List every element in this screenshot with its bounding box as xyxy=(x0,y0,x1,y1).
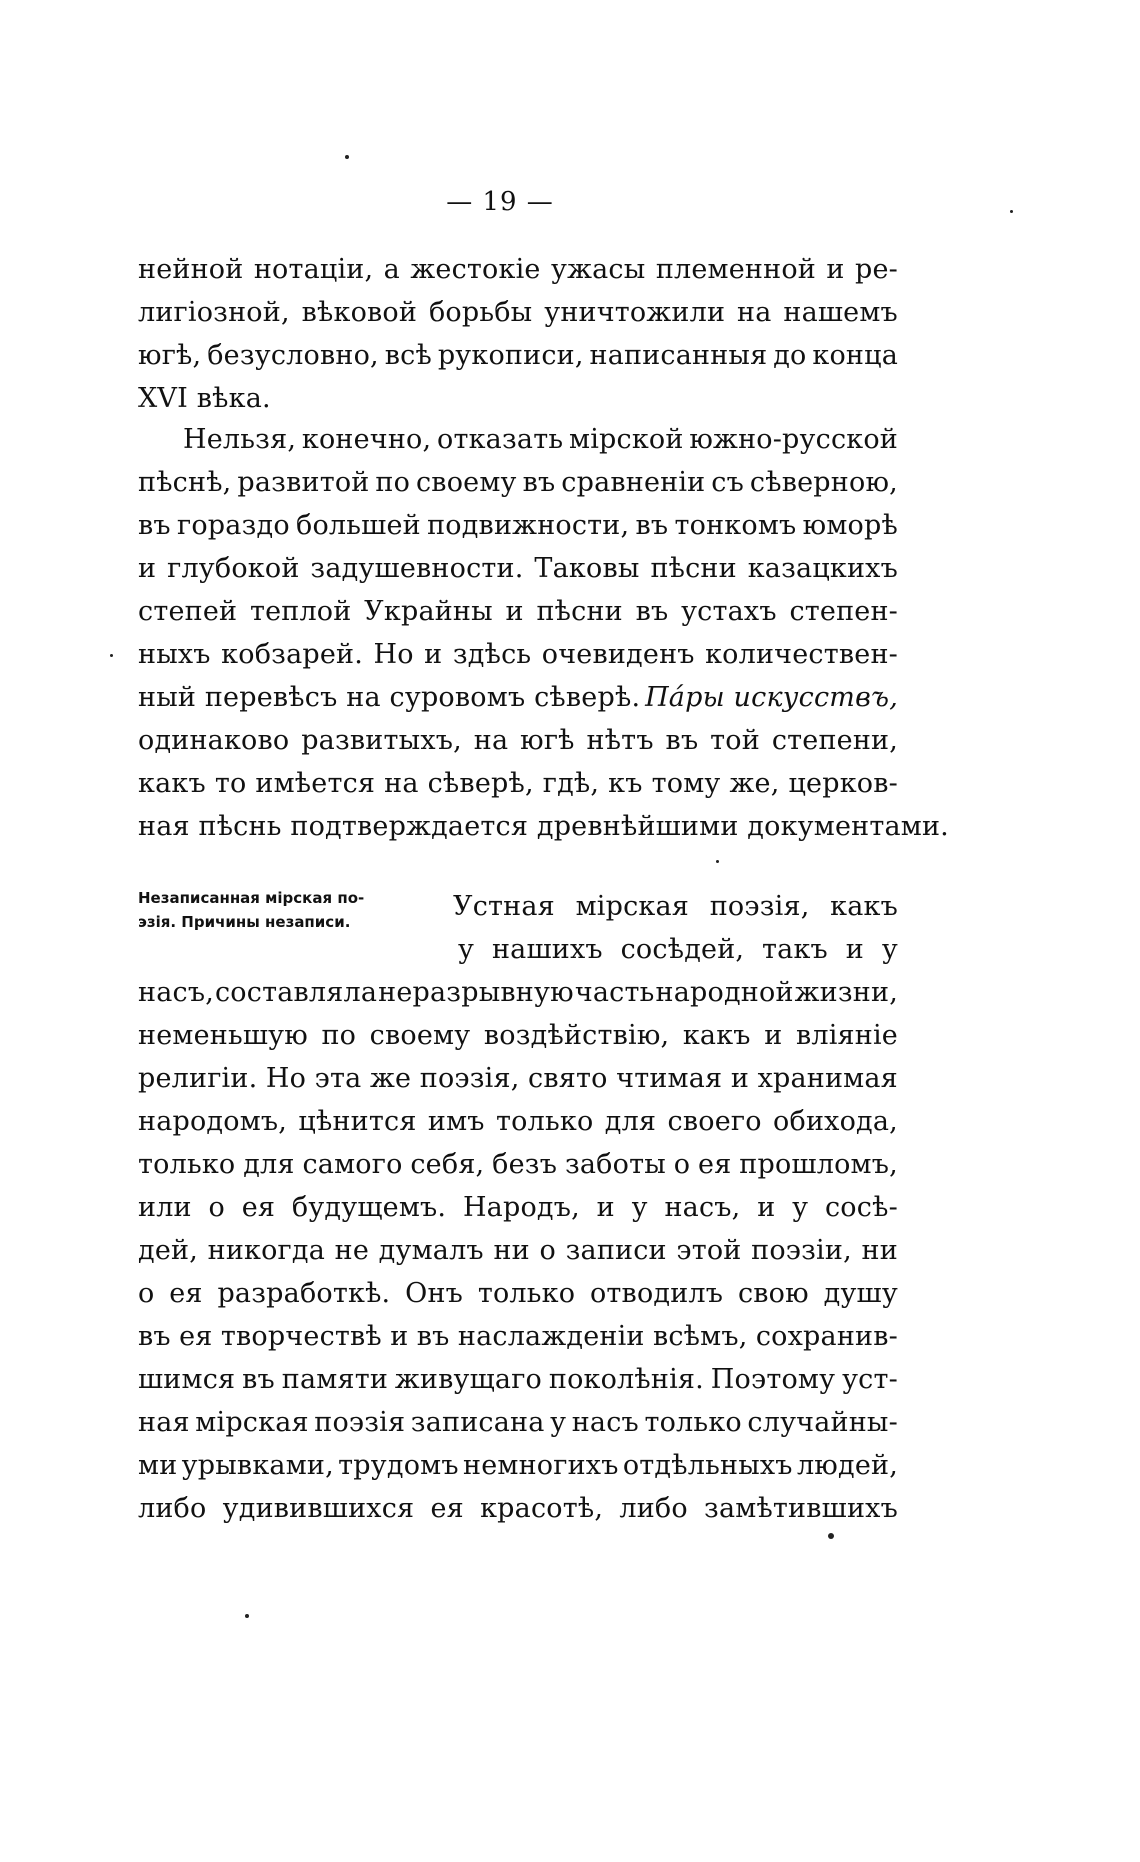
word: мiрская xyxy=(575,891,690,922)
word: очевиденъ xyxy=(541,639,695,670)
italic-phrase: Пáры искусствъ, xyxy=(645,682,898,713)
word: Онъ xyxy=(405,1278,464,1309)
word: религiи. xyxy=(138,1063,258,1094)
word: сѣверною, xyxy=(749,467,898,498)
word: у xyxy=(458,934,475,965)
word: будущемъ. xyxy=(291,1192,447,1223)
word: своего xyxy=(667,1106,762,1137)
word: тому xyxy=(651,768,721,799)
word: тонкомъ xyxy=(674,510,797,541)
word: по xyxy=(375,467,411,498)
text-line xyxy=(138,676,898,719)
word: въ xyxy=(416,1321,450,1352)
word: безусловно, xyxy=(207,340,379,371)
word: Нельзя, xyxy=(183,424,297,455)
word: по xyxy=(321,1020,357,1051)
text-line xyxy=(138,547,898,590)
word: и xyxy=(826,254,845,285)
word: и xyxy=(757,1192,776,1223)
word: рукописи, xyxy=(437,340,584,371)
word: нейной xyxy=(138,254,244,285)
word: какъ xyxy=(830,891,898,922)
word: какъ xyxy=(138,768,206,799)
word: Поэтому xyxy=(710,1364,836,1395)
text-line xyxy=(138,590,898,633)
word: Таковы xyxy=(534,553,640,584)
word: теплой xyxy=(249,596,352,627)
word: пѣсни xyxy=(650,553,737,584)
text-line xyxy=(138,1014,898,1057)
word: нашихъ xyxy=(491,934,603,965)
word: казацкихъ xyxy=(747,553,898,584)
word: мiрская xyxy=(195,1407,309,1438)
word: только xyxy=(496,1106,594,1137)
word: гдѣ, xyxy=(542,768,600,799)
text-line xyxy=(138,1487,898,1530)
word: и xyxy=(845,934,864,965)
word: никогда xyxy=(207,1235,326,1266)
word: Но xyxy=(373,639,414,670)
word: для xyxy=(243,1149,295,1180)
scan-speck xyxy=(1010,210,1013,213)
word: одинаково xyxy=(138,725,290,756)
word: поэзiи, xyxy=(751,1235,852,1266)
word: той xyxy=(710,725,760,756)
word: количествен- xyxy=(705,639,898,670)
word: южно-русской xyxy=(689,424,898,455)
word: церков- xyxy=(788,768,898,799)
word: на xyxy=(737,297,772,328)
word: глубокой xyxy=(167,553,300,584)
word: развитыхъ, xyxy=(301,725,462,756)
word: цѣнится xyxy=(298,1106,417,1137)
word: ре- xyxy=(854,254,898,285)
word: всѣмъ, xyxy=(652,1321,748,1352)
word: на xyxy=(473,725,509,756)
word: то xyxy=(214,768,247,799)
word: же xyxy=(369,1063,412,1094)
word: большей xyxy=(296,510,421,541)
marginal-note-line: Незаписанная мiрская по- xyxy=(138,889,365,907)
word: творчествѣ xyxy=(220,1321,382,1352)
word: же, xyxy=(729,768,780,799)
marginal-note xyxy=(138,886,438,934)
text-line xyxy=(138,762,898,805)
word: имѣется xyxy=(255,768,376,799)
word: народомъ, xyxy=(138,1106,288,1137)
word: ни xyxy=(493,1235,530,1266)
text-line xyxy=(138,334,898,377)
word: конечно, xyxy=(301,424,432,455)
word: у xyxy=(792,1192,809,1223)
word: Но xyxy=(265,1063,307,1094)
scan-speck xyxy=(345,155,349,159)
word: и xyxy=(505,596,524,627)
text-line xyxy=(138,418,898,461)
word: наслажденiи xyxy=(457,1321,645,1352)
word: о xyxy=(539,1235,556,1266)
word: и xyxy=(730,1063,750,1094)
word: не xyxy=(334,1235,370,1266)
word: влiянiе xyxy=(795,1020,898,1051)
word: случайны- xyxy=(747,1407,898,1438)
word: и xyxy=(764,1020,783,1051)
word: Украйны xyxy=(364,596,493,627)
marginal-note-line: эзiя. Причины незаписи. xyxy=(138,913,351,931)
word: разработкѣ. xyxy=(217,1278,391,1309)
word: сохранив- xyxy=(755,1321,898,1352)
word: въ xyxy=(138,1321,171,1352)
word: сравненiи xyxy=(561,467,706,498)
paragraph-3-opening xyxy=(453,885,898,971)
word: и xyxy=(424,639,443,670)
word: отдѣльныхъ xyxy=(622,1450,793,1481)
word: имъ xyxy=(427,1106,485,1137)
word: у xyxy=(631,1192,648,1223)
word: лигiозной, xyxy=(138,297,290,328)
word: у xyxy=(881,934,898,965)
text-line xyxy=(138,291,898,334)
word: воздѣйствiю, xyxy=(483,1020,670,1051)
word: ныхъ xyxy=(138,639,211,670)
word: только xyxy=(138,1149,236,1180)
word: только xyxy=(477,1278,576,1309)
word: борьбы xyxy=(428,297,533,328)
text-line xyxy=(138,1143,898,1186)
word: насъ, xyxy=(138,977,214,1008)
word: самого xyxy=(302,1149,403,1180)
word: ми xyxy=(138,1450,178,1481)
word: ея xyxy=(430,1493,464,1524)
word: пѣснѣ, xyxy=(138,467,232,498)
text-line xyxy=(138,633,898,676)
word: либо xyxy=(619,1493,688,1524)
word: югѣ xyxy=(520,725,575,756)
text-line xyxy=(138,719,898,762)
word: нашемъ xyxy=(783,297,898,328)
text-line xyxy=(453,928,898,971)
word: людей, xyxy=(796,1450,898,1481)
word: о xyxy=(673,1149,691,1180)
word: дей, xyxy=(138,1235,198,1266)
word: въ xyxy=(665,725,699,756)
word: немногихъ xyxy=(463,1450,619,1481)
word: ная xyxy=(138,1407,190,1438)
word: развитой xyxy=(237,467,370,498)
word: пѣсни xyxy=(536,596,623,627)
word: этой xyxy=(676,1235,742,1266)
word: устахъ xyxy=(681,596,777,627)
word: и xyxy=(390,1321,409,1352)
word: степен- xyxy=(789,596,898,627)
word: такъ xyxy=(762,934,828,965)
word: нотацiи, xyxy=(253,254,374,285)
word: о xyxy=(138,1278,155,1309)
word: замѣтившихъ xyxy=(704,1493,898,1524)
word: поэзiя, xyxy=(709,891,810,922)
word: сосѣдей, xyxy=(620,934,745,965)
word: здѣсь xyxy=(452,639,532,670)
word: подвижности, xyxy=(427,510,630,541)
word: кобзарей. xyxy=(221,639,364,670)
word: гораздо xyxy=(177,510,290,541)
text-line xyxy=(138,248,898,291)
word: заботы xyxy=(564,1149,666,1180)
word: ея xyxy=(698,1149,732,1180)
word: прошломъ, xyxy=(739,1149,898,1180)
word: либо xyxy=(138,1493,207,1524)
scan-speck xyxy=(716,860,719,863)
word: на xyxy=(384,768,419,799)
word: удивившихся xyxy=(222,1493,415,1524)
word: насъ, xyxy=(664,1192,741,1223)
word: отказать xyxy=(437,424,564,455)
word: ужасы xyxy=(551,254,646,285)
word: юморѣ xyxy=(802,510,898,541)
word: своему xyxy=(415,467,517,498)
word: югѣ, xyxy=(138,340,202,371)
word: поэзiя, xyxy=(419,1063,520,1094)
word: ея xyxy=(169,1278,203,1309)
text-line xyxy=(138,504,898,547)
word: насъ xyxy=(571,1407,639,1438)
word: душу xyxy=(823,1278,898,1309)
text-line: XVI вѣка. xyxy=(138,383,271,414)
word: въ xyxy=(138,510,171,541)
word: урывками, xyxy=(181,1450,334,1481)
word: въ xyxy=(242,1364,275,1395)
word: трудомъ xyxy=(338,1450,459,1481)
scan-speck xyxy=(245,1614,249,1618)
word: живущаго xyxy=(394,1364,543,1395)
word: памяти xyxy=(281,1364,389,1395)
word: уст- xyxy=(842,1364,898,1395)
word: нѣтъ xyxy=(586,725,654,756)
word: отводилъ xyxy=(589,1278,724,1309)
word: въ xyxy=(635,510,669,541)
word: мiрской xyxy=(569,424,684,455)
word: а xyxy=(383,254,400,285)
word: поколѣнiя. xyxy=(548,1364,704,1395)
word: шимся xyxy=(138,1364,236,1395)
word: для xyxy=(604,1106,657,1137)
word: часть xyxy=(574,977,655,1008)
word: степей xyxy=(138,596,238,627)
word: себя, xyxy=(410,1149,485,1180)
word: неменьшую xyxy=(138,1020,308,1051)
word: чтимая xyxy=(616,1063,723,1094)
word: Народъ, xyxy=(462,1192,580,1223)
word: сѣверѣ, xyxy=(427,768,534,799)
text-line xyxy=(138,1229,898,1272)
word: племенной xyxy=(655,254,816,285)
word: думалъ xyxy=(378,1235,484,1266)
word: только xyxy=(644,1407,742,1438)
word: о xyxy=(208,1192,225,1223)
paragraph-3 xyxy=(138,971,898,1530)
word: эта xyxy=(314,1063,362,1094)
word: у xyxy=(550,1407,567,1438)
word: уничтожили xyxy=(544,297,726,328)
text-line xyxy=(453,885,898,928)
word: Устная xyxy=(453,891,555,922)
word: въ xyxy=(522,467,556,498)
text-line xyxy=(138,971,898,1014)
text-line xyxy=(138,1401,898,1444)
scan-speck xyxy=(110,654,113,657)
word: ея xyxy=(241,1192,276,1223)
word: къ xyxy=(608,768,643,799)
text-span: ный перевѣсъ на суровомъ сѣверѣ. xyxy=(138,682,641,713)
paragraph-2 xyxy=(138,418,949,848)
word: народной xyxy=(655,977,794,1008)
text-line xyxy=(138,1057,898,1100)
word: степени, xyxy=(771,725,898,756)
word: задушевности. xyxy=(310,553,524,584)
word: или xyxy=(138,1192,192,1223)
word: какъ xyxy=(682,1020,751,1051)
word: съ xyxy=(711,467,744,498)
word: и xyxy=(596,1192,615,1223)
word: хранимая xyxy=(757,1063,898,1094)
text-line xyxy=(138,1358,898,1401)
word: записана xyxy=(410,1407,545,1438)
word: конца xyxy=(812,340,898,371)
text-line xyxy=(138,1272,898,1315)
scan-speck xyxy=(828,1533,834,1539)
word: ея xyxy=(179,1321,213,1352)
word: своему xyxy=(369,1020,471,1051)
word: красотѣ, xyxy=(480,1493,604,1524)
text-line xyxy=(138,1186,898,1229)
word: обихода, xyxy=(773,1106,898,1137)
word: до xyxy=(773,340,807,371)
word: безъ xyxy=(492,1149,558,1180)
word: записи xyxy=(565,1235,667,1266)
word: свою xyxy=(737,1278,809,1309)
word: свято xyxy=(528,1063,608,1094)
paragraph-1 xyxy=(138,248,898,420)
text-line: ная пѣснь подтверждается древнѣйшими документами. xyxy=(138,811,949,842)
word: написанныя xyxy=(589,340,768,371)
word: жизни, xyxy=(794,977,898,1008)
word: ни xyxy=(861,1235,898,1266)
word: и xyxy=(138,553,157,584)
text-line xyxy=(138,1315,898,1358)
page-number: — 19 — xyxy=(446,187,554,217)
word: всѣ xyxy=(384,340,432,371)
word: сосѣ- xyxy=(824,1192,898,1223)
word: жестокiе xyxy=(410,254,541,285)
word: неразрывную xyxy=(378,977,574,1008)
text-line xyxy=(138,461,898,504)
word: поэзiя xyxy=(314,1407,406,1438)
word: составляла xyxy=(214,977,378,1008)
word: вѣковой xyxy=(301,297,418,328)
word: въ xyxy=(635,596,669,627)
text-line xyxy=(138,1444,898,1487)
text-line xyxy=(138,1100,898,1143)
